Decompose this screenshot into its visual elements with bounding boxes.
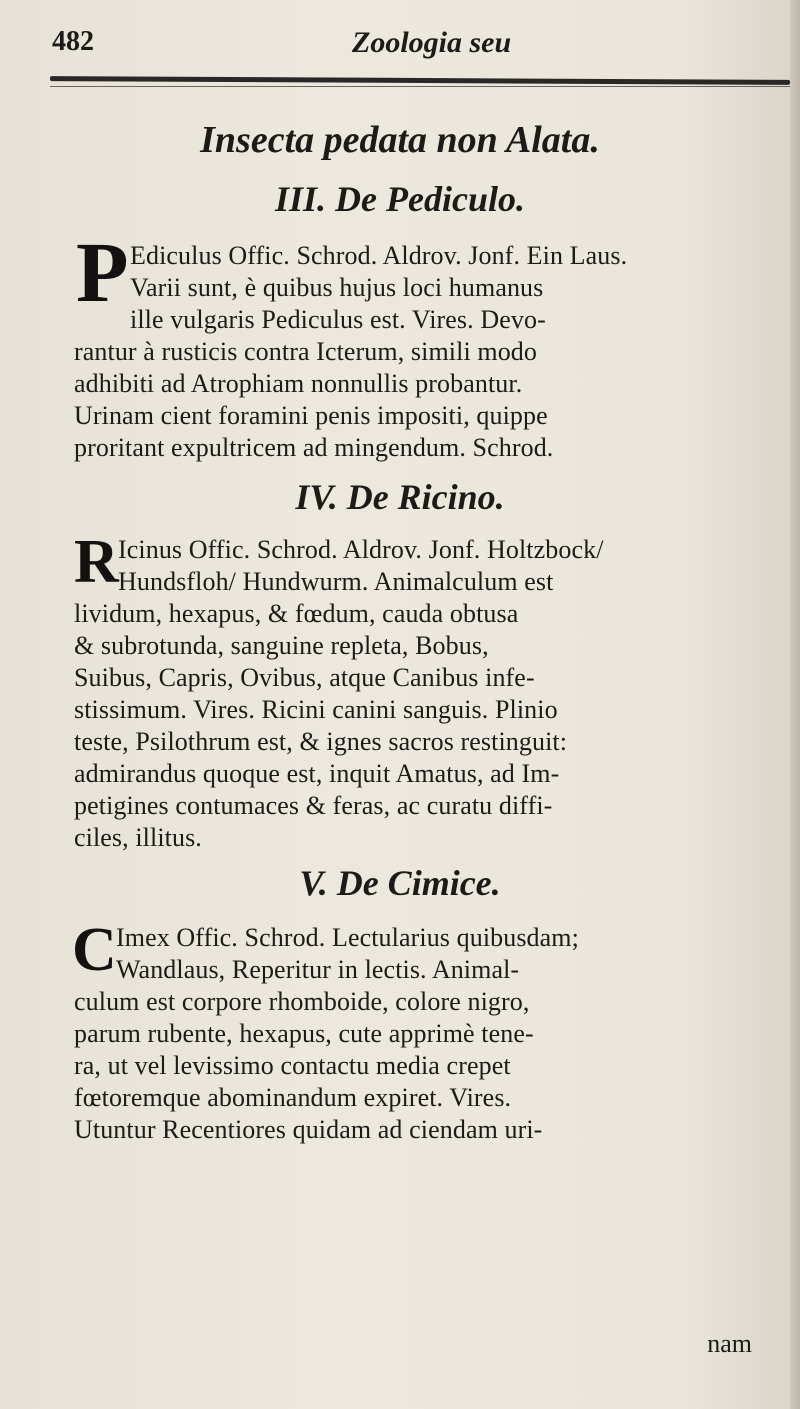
text-line: proritant expultricem ad mingendum. Schrod. — [74, 433, 554, 462]
text-line: ra, ut vel levissimo contactu media crepet — [74, 1051, 511, 1080]
text-line: lividum, hexapus, & fœdum, cauda obtusa — [74, 599, 519, 628]
text-line: parum rubente, hexapus, cute apprimè tene- — [74, 1019, 534, 1048]
chapter-heading-cimex: V. De Cimice. — [299, 863, 501, 903]
header-rule — [50, 76, 790, 85]
running-head — [52, 26, 760, 66]
text-line: fœtoremque abominandum expiret. Vires. — [74, 1083, 512, 1112]
page-number: 482 — [52, 26, 94, 57]
text-line: stissimum. Vires. Ricini canini sanguis. Plinio — [74, 695, 558, 724]
section-title: Insecta pedata non Alata. — [200, 119, 600, 161]
text-line: ciles, illitus. — [74, 823, 202, 852]
text-line: Imex Offic. Schrod. Lectularius quibusdam; — [116, 923, 579, 952]
text-line: & subrotunda, sanguine repleta, Bobus, — [74, 631, 489, 660]
running-title: Zoologia seu — [352, 26, 512, 59]
text-line: culum est corpore rhomboide, colore nigro, — [74, 987, 530, 1016]
text-line: admirandus quoque est, inquit Amatus, ad Im- — [74, 759, 560, 788]
catchword: nam — [707, 1329, 752, 1358]
text-line: petigines contumaces & feras, ac curatu diffi- — [74, 791, 553, 820]
text-line: Hundsfloh/ Hundwurm. Animalculum est — [118, 567, 554, 596]
header-rule-thin — [50, 86, 790, 87]
dropcap-p: P — [76, 224, 129, 320]
text-line: teste, Psilothrum est, & ignes sacros restinguit: — [74, 727, 568, 756]
dropcap-c: C — [72, 916, 117, 984]
text-line: Suibus, Capris, Ovibus, atque Canibus infe- — [74, 663, 535, 692]
text-line: rantur à rusticis contra Icterum, simili modo — [74, 337, 537, 366]
chapter-heading-pediculus: III. De Pediculo. — [275, 179, 525, 219]
dropcap-r: R — [74, 528, 119, 596]
text-line: Varii sunt, è quibus hujus loci humanus — [130, 273, 544, 302]
text-line: Wandlaus, Reperitur in lectis. Animal- — [116, 955, 520, 984]
chapter-heading-ricinus: IV. De Ricino. — [295, 477, 505, 517]
text-line: Icinus Offic. Schrod. Aldrov. Jonf. Holtzbock/ — [118, 535, 604, 564]
text-line: Urinam cient foramini penis impositi, quippe — [74, 401, 548, 430]
text-line: Utuntur Recentiores quidam ad ciendam uri- — [74, 1115, 543, 1144]
text-line: Ediculus Offic. Schrod. Aldrov. Jonf. Ein Laus. — [130, 241, 628, 270]
text-line: adhibiti ad Atrophiam nonnullis probantur. — [74, 369, 523, 398]
text-line: ille vulgaris Pediculus est. Vires. Devo- — [130, 305, 546, 334]
